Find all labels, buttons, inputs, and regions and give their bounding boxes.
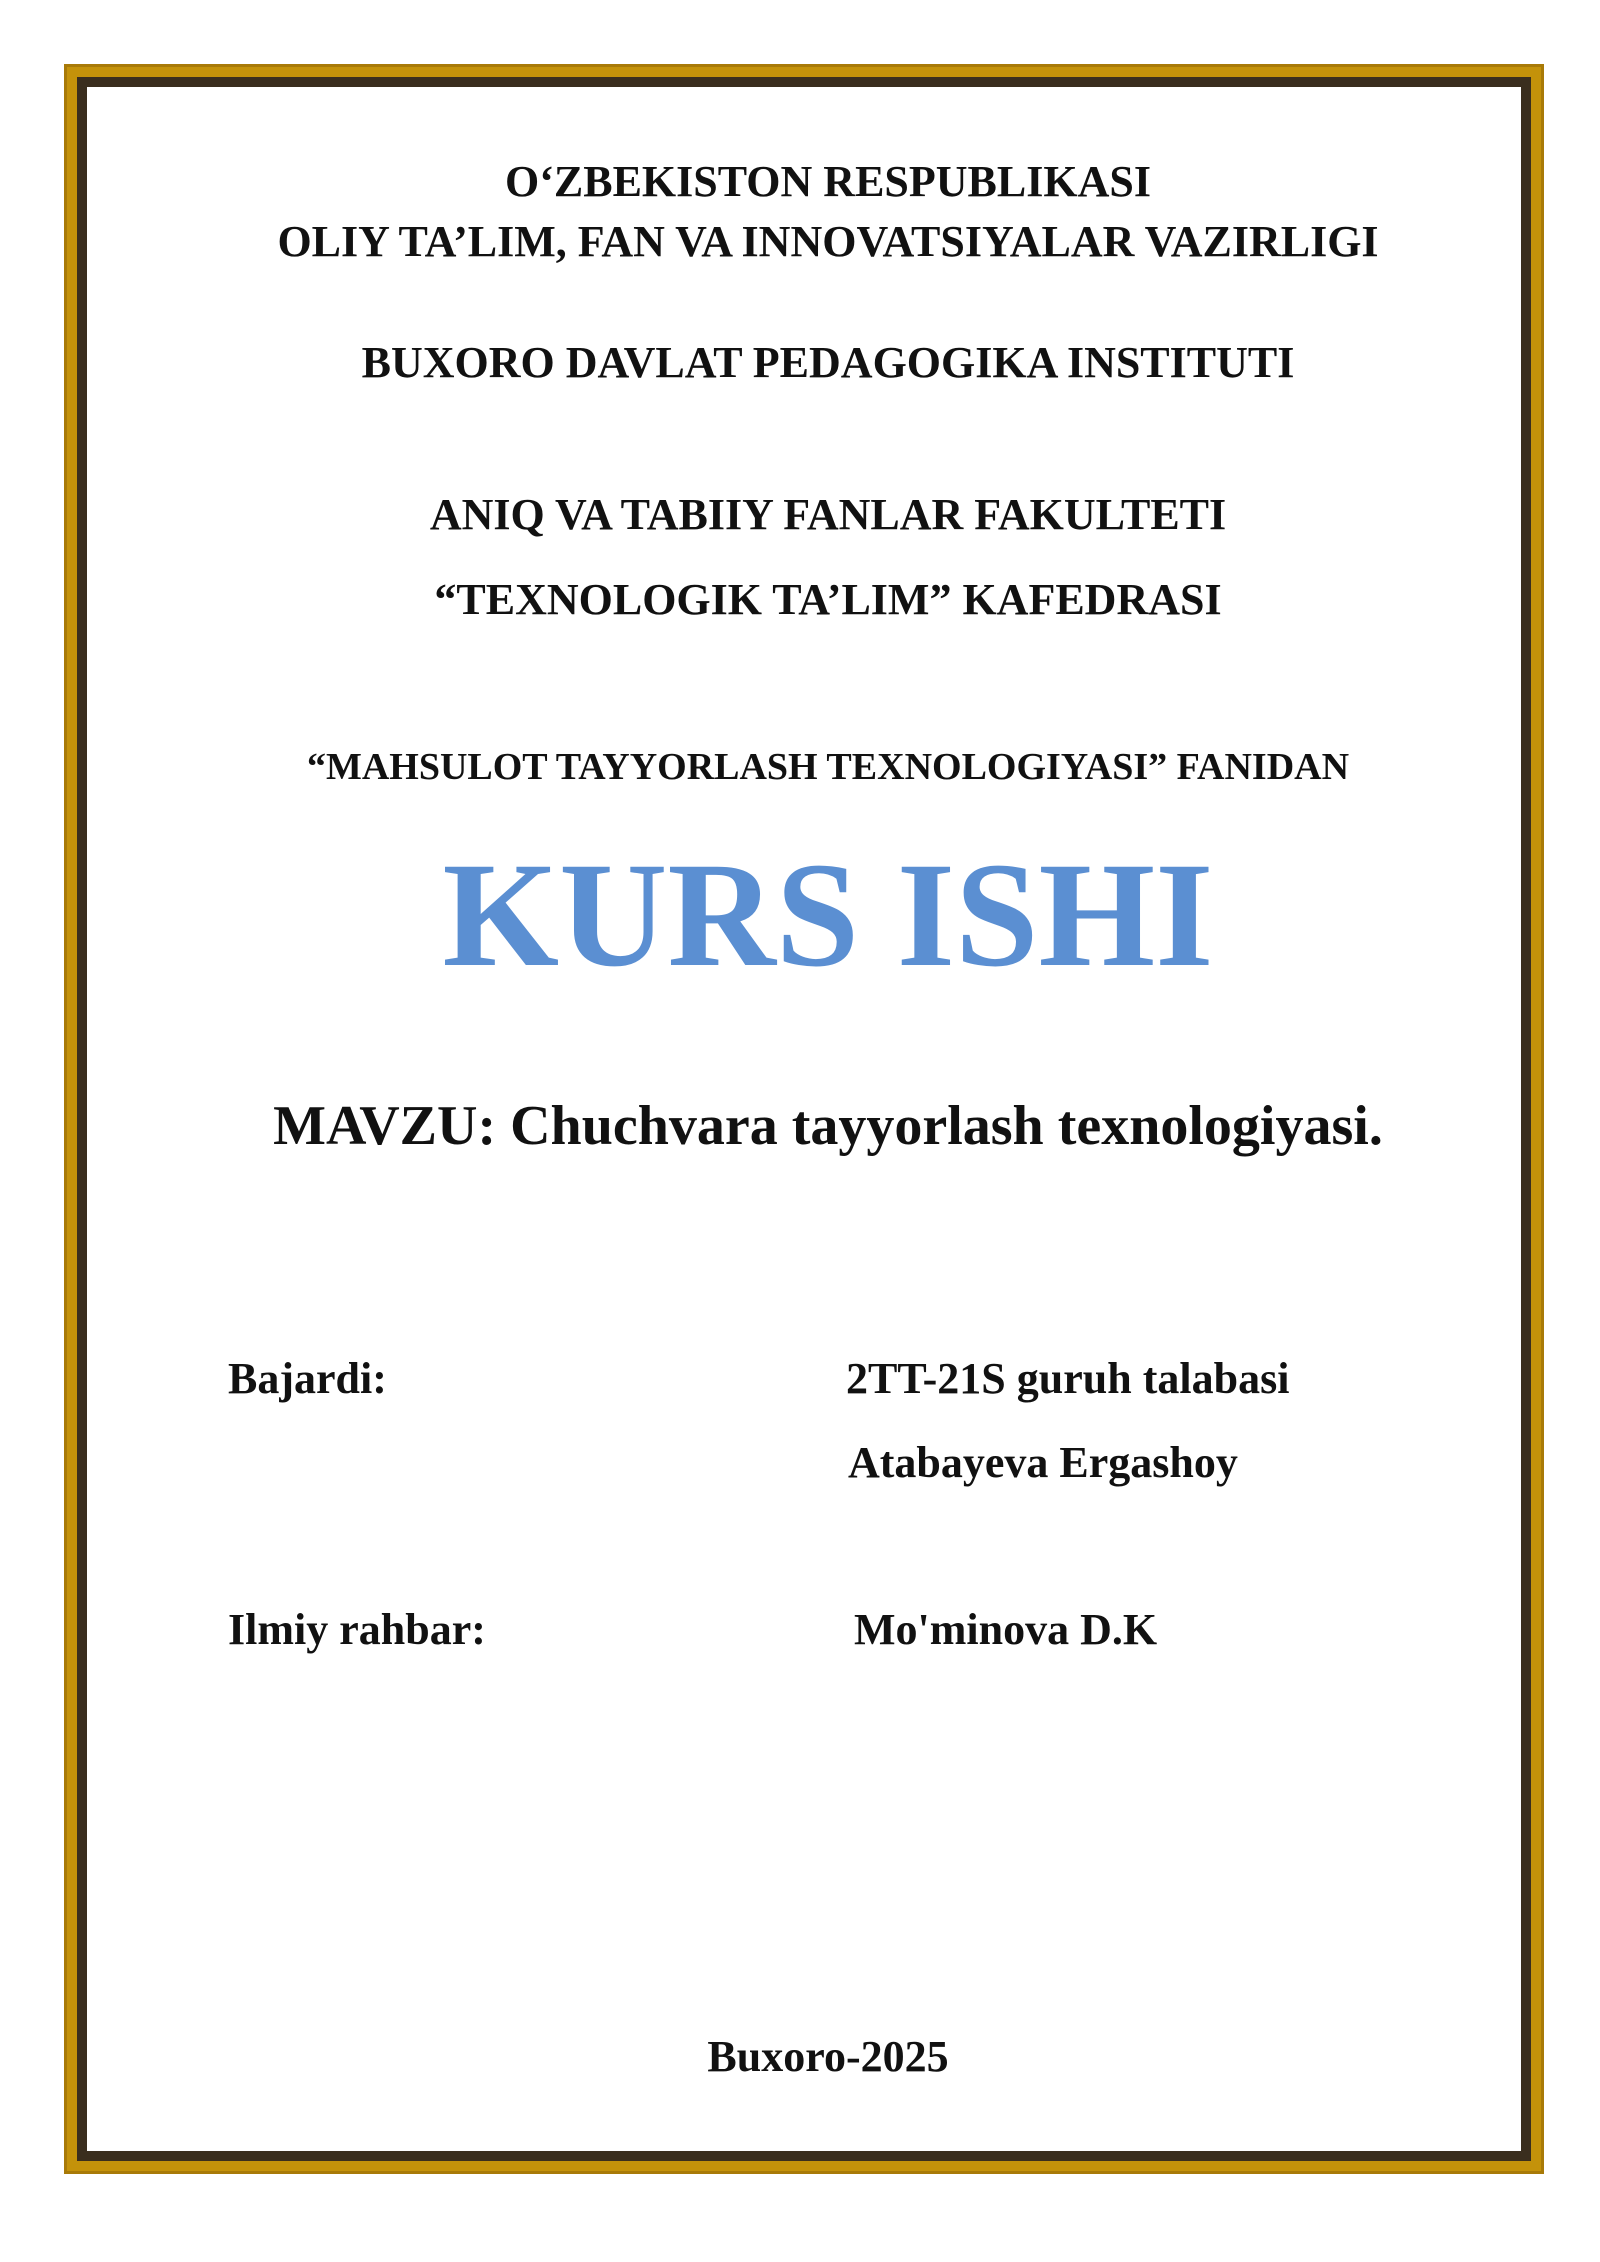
topic-line: MAVZU: Chuchvara tayyorlash texnologiyasi. (273, 1095, 1383, 1157)
country-heading: O‘ZBEKISTON RESPUBLIKASI (505, 157, 1151, 206)
subject-heading: “MAHSULOT TAYYORLASH TEXNOLOGIYASI” FANIDAN (306, 746, 1350, 788)
faculty-heading: ANIQ VA TABIIY FANLAR FAKULTETI (429, 490, 1227, 539)
ministry-heading: OLIY TA’LIM, FAN VA INNOVATSIYALAR VAZIRLIGI (277, 217, 1379, 266)
student-name: Atabayeva Ergashoy (848, 1438, 1238, 1487)
supervisor-name: Mo'minova D.K (854, 1605, 1158, 1654)
supervisor-label: Ilmiy rahbar: (228, 1605, 486, 1654)
performed-by-label: Bajardi: (228, 1354, 387, 1403)
student-group: 2TT-21S guruh talabasi (846, 1354, 1290, 1403)
city-year: Buxoro-2025 (707, 2032, 949, 2081)
document-title: KURS ISHI (442, 832, 1214, 998)
department-heading: “TEXNOLOGIK TA’LIM” KAFEDRASI (434, 575, 1222, 624)
institute-heading: BUXORO DAVLAT PEDAGOGIKA INSTITUTI (361, 338, 1295, 387)
